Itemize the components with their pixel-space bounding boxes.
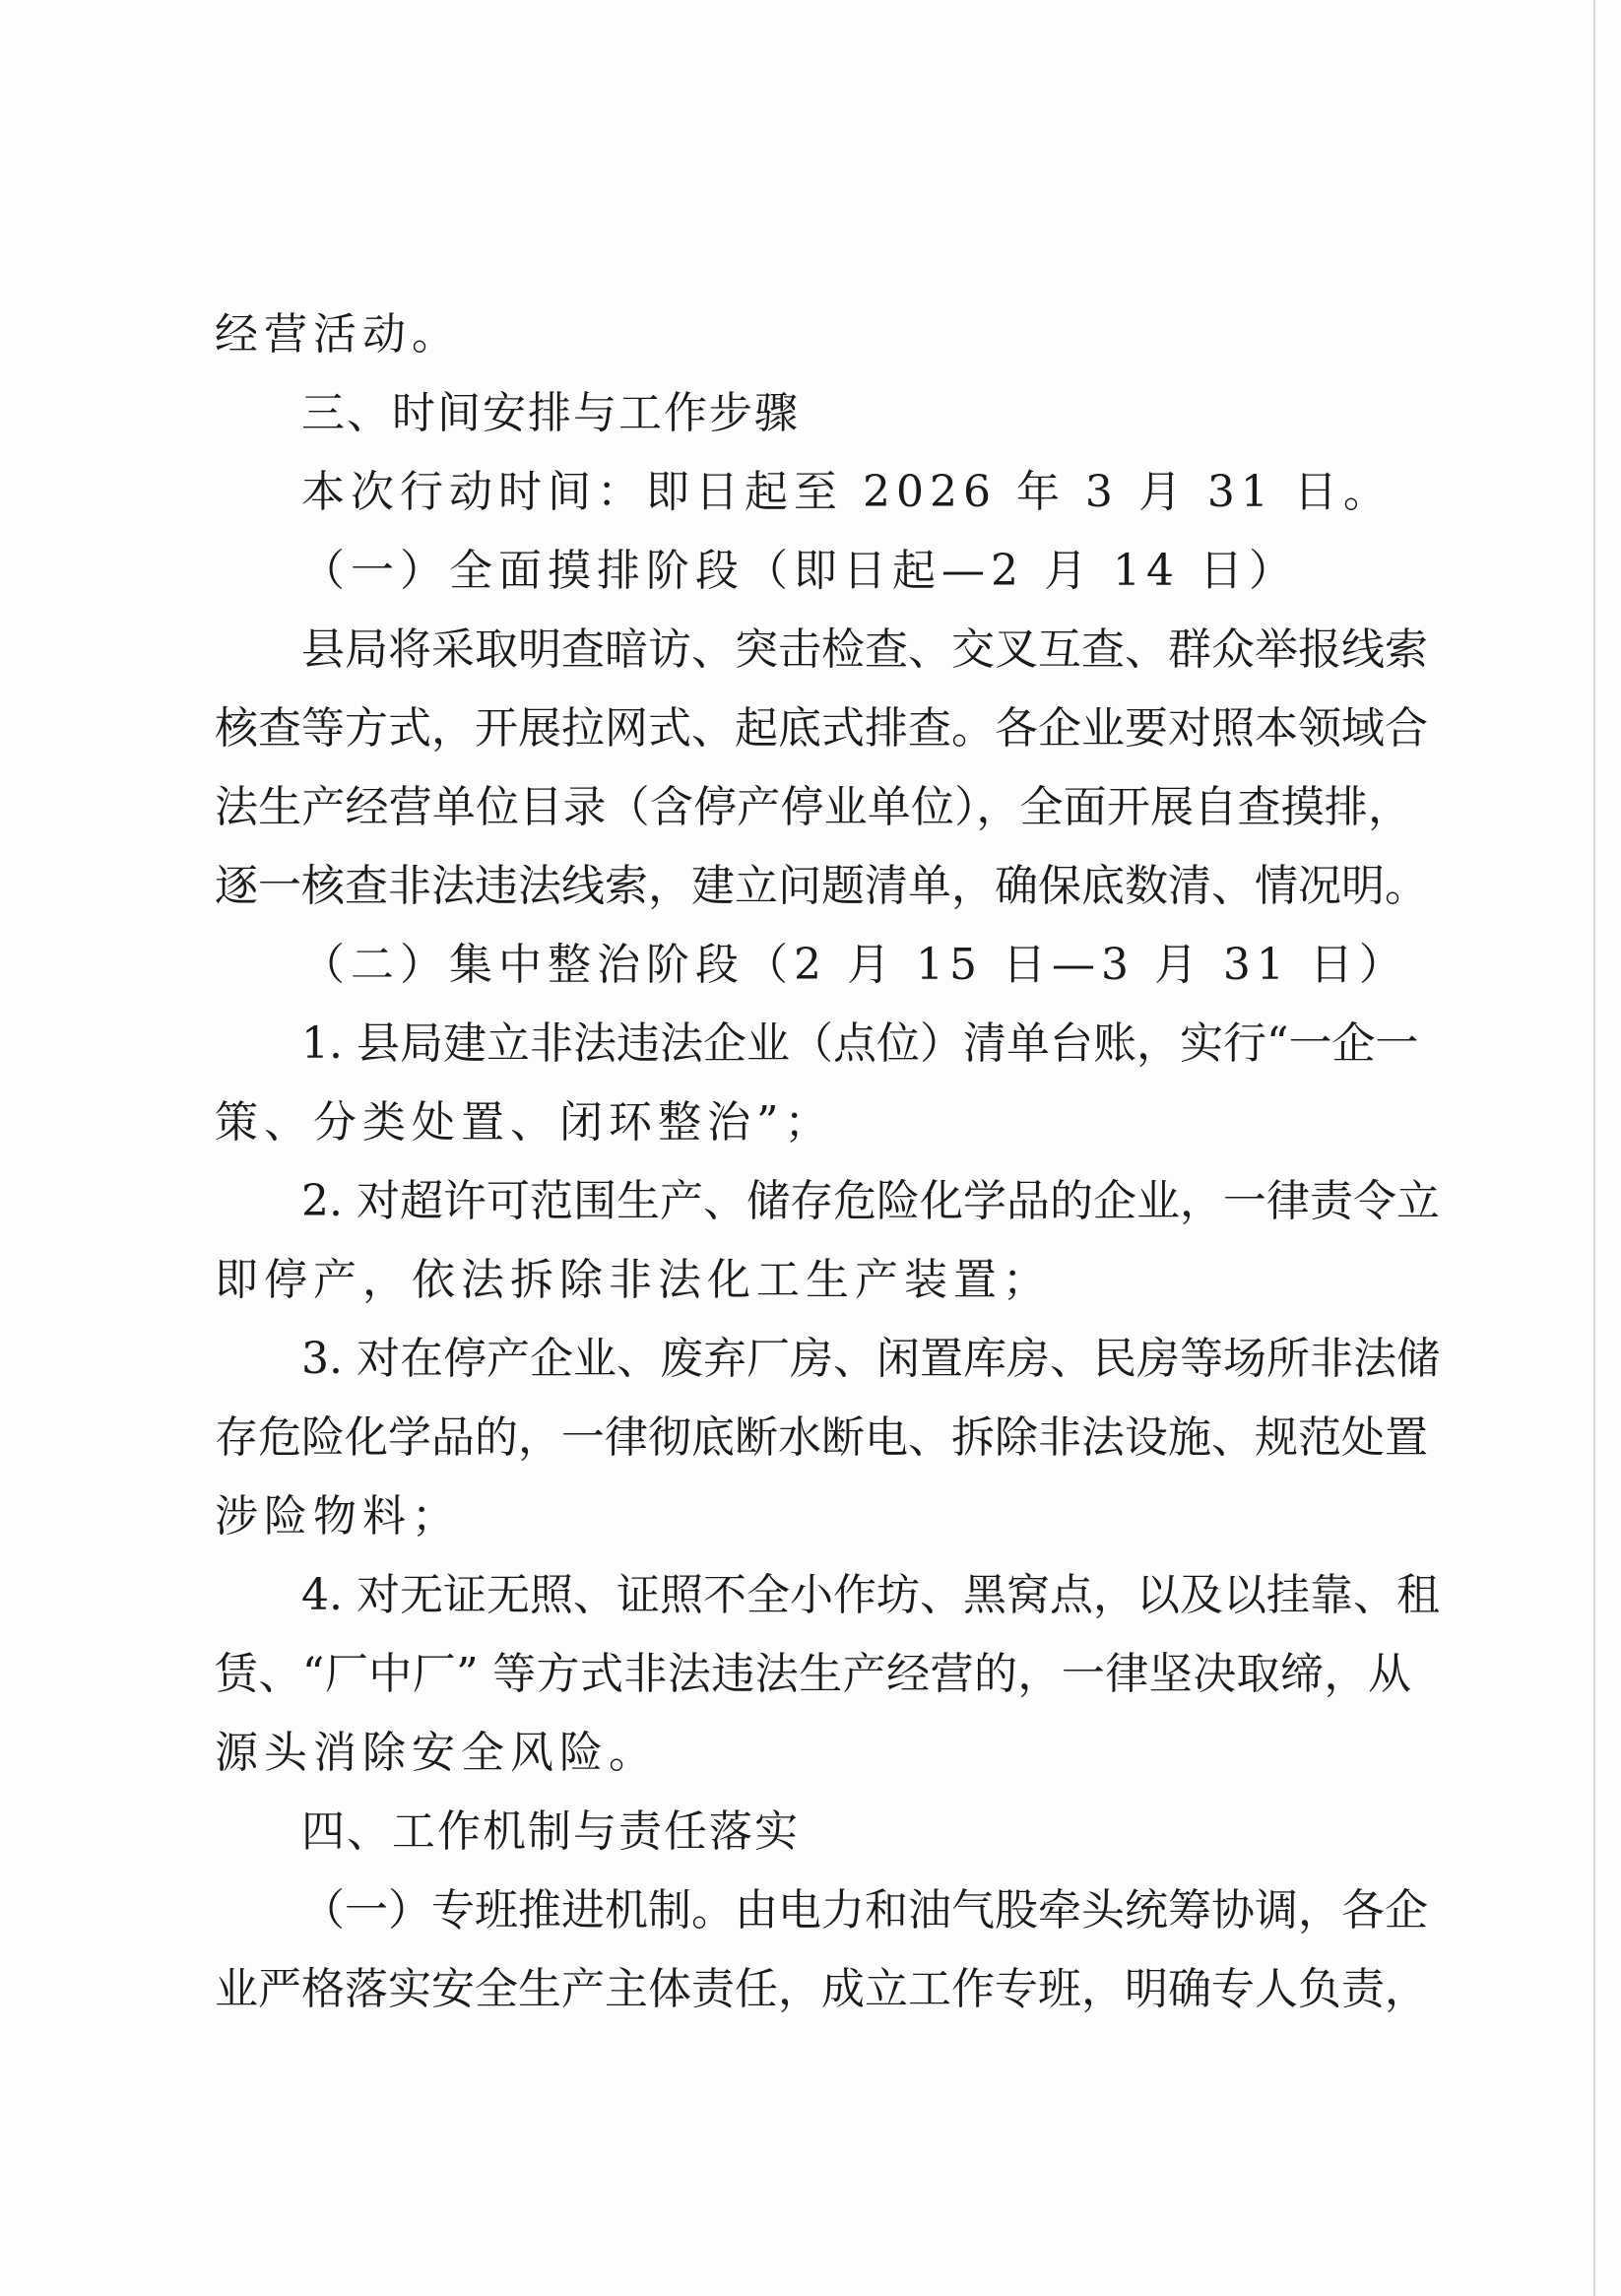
list-item-line: 2. 对超许可范围生产、储存危险化学品的企业，一律责令立 (301, 1176, 1440, 1226)
list-item-line: 策、分类处置、闭环整治”； (215, 1097, 834, 1148)
list-item-line: 4. 对无证无照、证照不全小作坊、黑窝点，以及以挂靠、租 (301, 1570, 1440, 1620)
subsection-heading: （一）全面摸排阶段（即日起—2 月 14 日） (301, 546, 1298, 596)
section-heading-4: 四、工作机制与责任落实 (301, 1806, 800, 1857)
paragraph-line: 县局将采取明查暗访、突击检查、交叉互查、群众举报线索 (301, 624, 1428, 675)
paragraph-line: 本次行动时间：即日起至 2026 年 3 月 31 日。 (301, 467, 1393, 517)
list-item-line: 存危险化学品的，一律彻底断水断电、拆除非法设施、规范处置 (215, 1412, 1428, 1463)
document-body (215, 295, 1440, 2029)
list-item-line: 赁、“厂中厂” 等方式非法违法生产经营的，一律坚决取缔，从 (215, 1649, 1411, 1699)
paragraph-line: 业严格落实安全生产主体责任，成立工作专班，明确专人负责， (215, 1964, 1428, 2014)
list-item-line: 3. 对在停产企业、废弃厂房、闲置库房、民房等场所非法储 (301, 1334, 1440, 1384)
paragraph-line: 经营活动。 (215, 309, 461, 360)
section-heading-3: 三、时间安排与工作步骤 (301, 388, 800, 438)
list-item-line: 涉险物料； (215, 1491, 461, 1542)
paragraph-line: 法生产经营单位目录（含停产停业单位），全面开展自查摸排， (215, 782, 1411, 832)
list-item-line: 源头消除安全风险。 (215, 1728, 658, 1778)
page-edge-line (1593, 0, 1595, 2296)
list-item-line: 1. 县局建立非法违法企业（点位）清单台账，实行“一企一 (301, 1018, 1419, 1069)
subsection-heading: （二）集中整治阶段（2 月 15 日—3 月 31 日） (301, 940, 1408, 990)
list-item-line: 即停产，依法拆除非法化工生产装置； (215, 1255, 1052, 1305)
paragraph-line: 逐一核查非法违法线索，建立问题清单，确保底数清、情况明。 (215, 861, 1428, 911)
paragraph-line: 核查等方式，开展拉网式、起底式排查。各企业要对照本领域合 (215, 703, 1428, 754)
paragraph-line: （一）专班推进机制。由电力和油气股牵头统筹协调，各企 (301, 1885, 1428, 1935)
